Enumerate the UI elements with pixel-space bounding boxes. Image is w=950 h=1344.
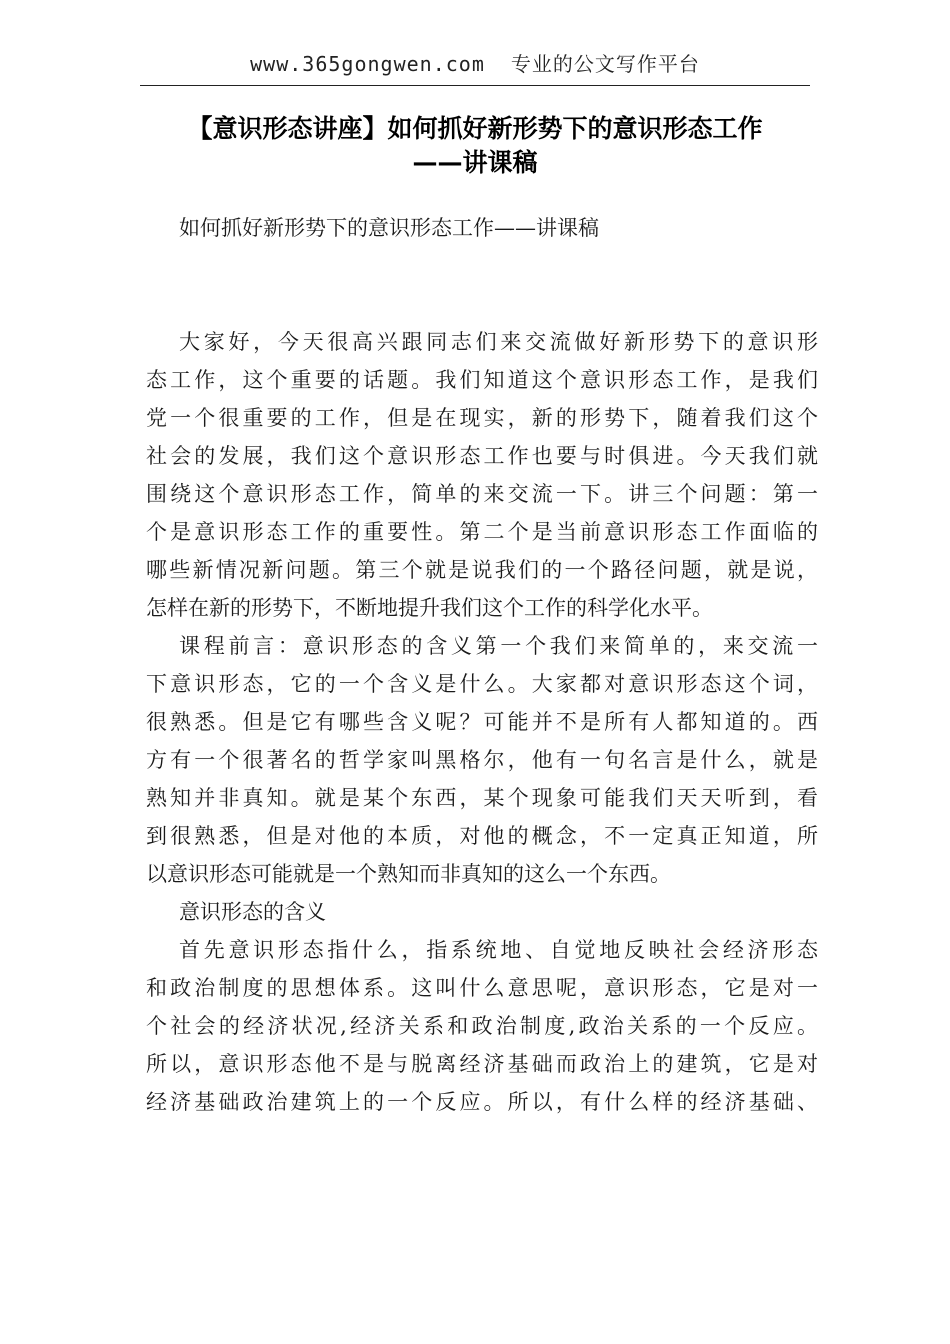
document-title [110, 112, 840, 180]
paragraph-line: 课程前言：意识形态的含义第一个我们来简单的，来交流一 [179, 634, 818, 658]
document-body [146, 209, 818, 1121]
title-line-2: ——讲课稿 [412, 148, 538, 177]
paragraph-line: 哪些新情况新问题。第三个就是说我们的一个路径问题，就是说， [146, 558, 818, 582]
paragraph-line: 大家好，今天很高兴跟同志们来交流做好新形势下的意识形 [179, 330, 818, 354]
paragraph-line: 个社会的经济状况,经济关系和政治制度,政治关系的一个反应。 [146, 1014, 818, 1038]
paragraph-line: 个是意识形态工作的重要性。第二个是当前意识形态工作面临的 [146, 520, 818, 544]
paragraph-line: 社会的发展，我们这个意识形态工作也要与时俱进。今天我们就 [146, 444, 818, 468]
paragraph-line: 所以，意识形态他不是与脱离经济基础而政治上的建筑，它是对 [146, 1052, 818, 1076]
section-heading-text: 意识形态的含义 [179, 900, 326, 924]
paragraph-line: 熟知并非真知。就是某个东西，某个现象可能我们天天听到，看 [146, 786, 818, 810]
title-line-1: 【意识形态讲座】如何抓好新形势下的意识形态工作 [187, 114, 763, 143]
paragraph-line: 围绕这个意识形态工作，简单的来交流一下。讲三个问题：第一 [146, 482, 818, 506]
paragraph-line: 怎样在新的形势下，不断地提升我们这个工作的科学化水平。 [146, 596, 713, 620]
blank-line [146, 285, 818, 323]
header-tagline: 专业的公文写作平台 [510, 52, 700, 76]
paragraph-line: 经济基础政治建筑上的一个反应。所以，有什么样的经济基础、 [146, 1090, 818, 1114]
paragraph-line: 以意识形态可能就是一个熟知而非真知的这么一个东西。 [146, 862, 671, 886]
section-heading [146, 893, 818, 931]
paragraph-line: 和政治制度的思想体系。这叫什么意思呢，意识形态，它是对一 [146, 976, 818, 1000]
paragraph-line: 态工作，这个重要的话题。我们知道这个意识形态工作，是我们 [146, 368, 818, 392]
paragraph-course-preface [146, 627, 818, 893]
paragraph-line: 到很熟悉，但是对他的本质，对他的概念，不一定真正知道，所 [146, 824, 818, 848]
paragraph-line: 方有一个很著名的哲学家叫黑格尔，他有一句名言是什么，就是 [146, 748, 818, 772]
header-divider [140, 85, 810, 86]
paragraph-line: 党一个很重要的工作，但是在现实，新的形势下，随着我们这个 [146, 406, 818, 430]
paragraph-line: 首先意识形态指什么，指系统地、自觉地反映社会经济形态 [179, 938, 818, 962]
paragraph-intro [146, 323, 818, 627]
document-subtitle: 如何抓好新形势下的意识形态工作——讲课稿 [179, 216, 599, 240]
page-header [140, 48, 810, 77]
paragraph-definition [146, 931, 818, 1121]
blank-line [146, 247, 818, 285]
paragraph-line: 很熟悉。但是它有哪些含义呢？可能并不是所有人都知道的。西 [146, 710, 818, 734]
paragraph-line: 下意识形态，它的一个含义是什么。大家都对意识形态这个词， [146, 672, 818, 696]
header-site-url: www.365gongwen.com [250, 52, 485, 76]
